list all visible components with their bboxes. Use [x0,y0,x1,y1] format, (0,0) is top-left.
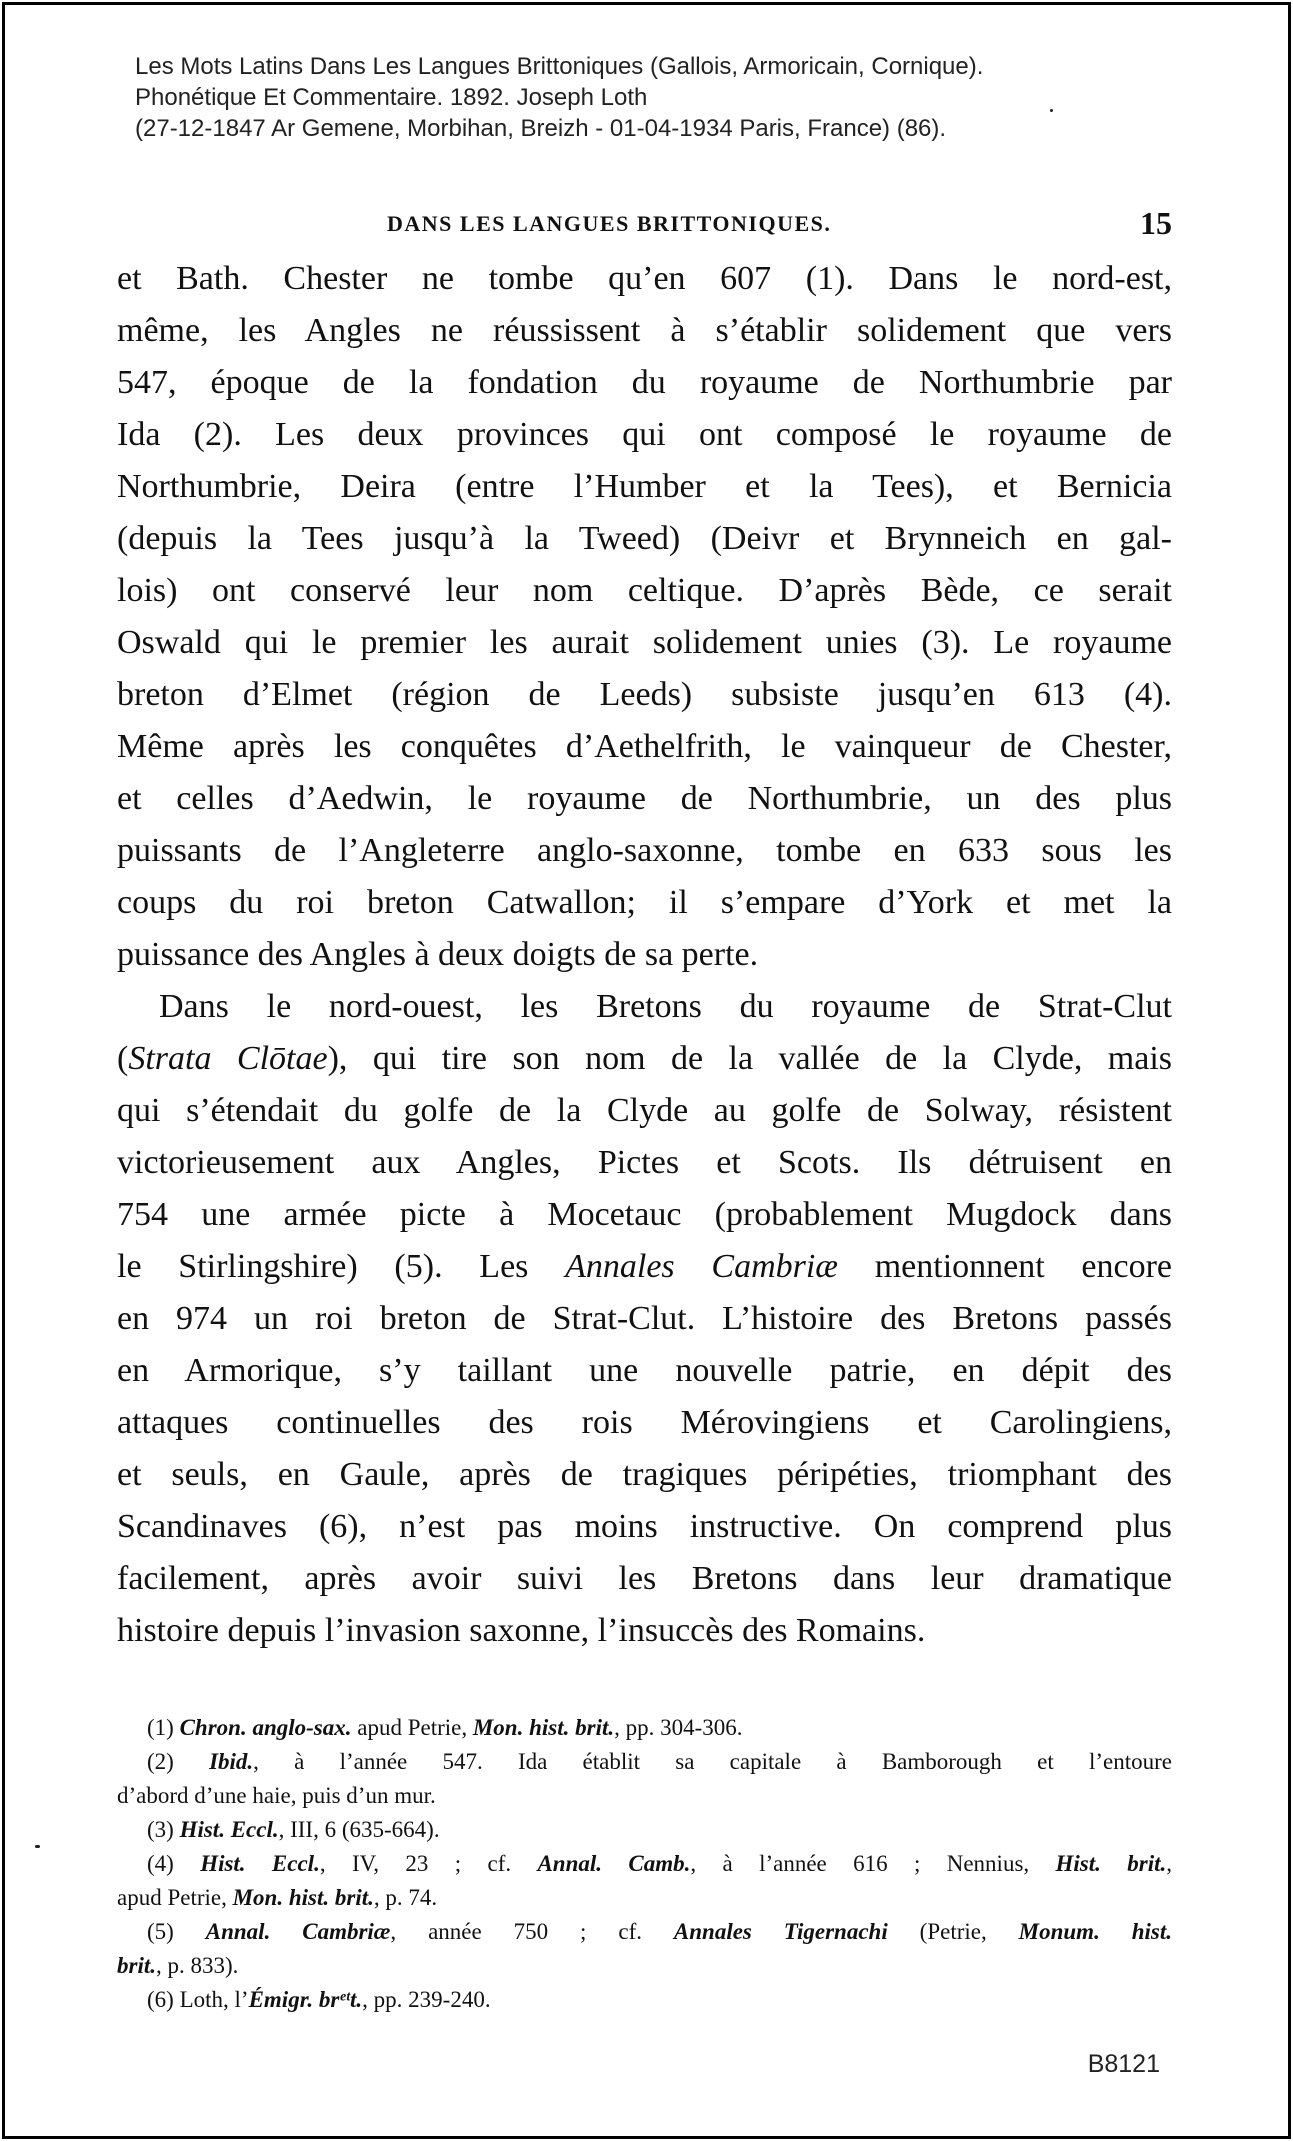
body-line: et celles d’Aedwin, le royaume de Northumbrie, un des plus [117,780,1172,817]
body-line: qui s’étendait du golfe de la Clyde au golfe de Solway, résistent [117,1092,1172,1129]
footnote-2: (2) Ibid., à l’année 547. Ida établit sa capitale à Bamborough et l’entoure [147,1749,1172,1774]
body-line: coups du roi breton Catwallon; il s’empare d’York et met la [117,884,1172,921]
body-line: Scandinaves (6), n’est pas moins instructive. On comprend plus [117,1508,1172,1545]
body-text [117,253,1172,1657]
body-line: et seuls, en Gaule, après de tragiques péripéties, triomphant des [117,1456,1172,1493]
body-line: Dans le nord-ouest, les Bretons du royaume de Strat-Clut [159,988,1172,1025]
body-line: en Armorique, s’y taillant une nouvelle patrie, en dépit des [117,1352,1172,1389]
page-frame [2,2,1291,2139]
body-line: et Bath. Chester ne tombe qu’en 607 (1). Dans le nord-est, [117,260,1172,297]
page-number: 15 [1140,205,1172,241]
footnote-2-continuation: d’abord d’une haie, puis d’un mur. [117,1783,436,1808]
footnote-5: (5) Annal. Cambriæ, année 750 ; cf. Annales Tigernachi (Petrie, Monum. hist. [147,1919,1173,1944]
running-head [117,205,1172,239]
body-line: Ida (2). Les deux provinces qui ont composé le royaume de [117,416,1172,453]
body-line: (Strata Clōtae), qui tire son nom de la vallée de la Clyde, mais [117,1040,1172,1077]
body-line: 754 une armée picte à Mocetauc (probablement Mugdock dans [117,1196,1172,1233]
book-metadata-header [135,51,1215,144]
body-line: Oswald qui le premier les aurait solidement unies (3). Le royaume [117,624,1172,661]
body-line: même, les Angles ne réussissent à s’établir solidement que vers [117,312,1172,349]
scan-identifier: B8121 [1087,2050,1160,2078]
body-line: (depuis la Tees jusqu’à la Tweed) (Deivr et Brynneich en gal- [117,520,1172,557]
footnote-4-continuation: apud Petrie, Mon. hist. brit., p. 74. [117,1885,438,1910]
body-line: breton d’Elmet (région de Leeds) subsiste jusqu’en 613 (4). [117,676,1172,713]
footnote-1: (1) Chron. anglo-sax. apud Petrie, Mon. hist. brit., pp. 304-306. [147,1715,743,1740]
footnote-4: (4) Hist. Eccl., IV, 23 ; cf. Annal. Camb., à l’année 616 ; Nennius, Hist. brit., [147,1851,1172,1876]
body-line: facilement, après avoir suivi les Bretons dans leur dramatique [117,1560,1172,1597]
body-line: attaques continuelles des rois Mérovingiens et Carolingiens, [117,1404,1172,1441]
body-line: lois) ont conservé leur nom celtique. D’après Bède, ce serait [117,572,1172,609]
footnotes [117,1711,1172,2017]
print-speck [1050,109,1053,112]
body-line: puissance des Angles à deux doigts de sa perte. [117,936,759,973]
metadata-line-author: Phonétique Et Commentaire. 1892. Joseph Loth [135,84,648,111]
body-line: puissants de l’Angleterre anglo-saxonne, tombe en 633 sous les [117,832,1172,869]
footnote-5-continuation: brit., p. 833). [117,1953,239,1978]
italic-term: Annales Cambriæ [565,1248,838,1285]
italic-term: Strata Clōtae [128,1040,328,1077]
metadata-line-title: Les Mots Latins Dans Les Langues Brittoniques (Gallois, Armoricain, Cornique). [135,53,984,80]
body-line: histoire depuis l’invasion saxonne, l’insuccès des Romains. [117,1612,926,1649]
body-line: Northumbrie, Deira (entre l’Humber et la Tees), et Bernicia [117,468,1172,505]
metadata-line-dates: (27-12-1847 Ar Gemene, Morbihan, Breizh - 01-04-1934 Paris, France) (86). [135,115,947,142]
body-line: 547, époque de la fondation du royaume de Northumbrie par [117,364,1172,401]
body-line: le Stirlingshire) (5). Les Annales Cambriæ mentionnent encore [117,1248,1173,1285]
footnote-3: (3) Hist. Eccl., III, 6 (635-664). [147,1817,440,1842]
body-line: Même après les conquêtes d’Aethelfrith, le vainqueur de Chester, [117,728,1172,765]
footnote-6: (6) Loth, l’Émigr. brᵉᵗt., pp. 239-240. [147,1987,491,2012]
running-head-title: DANS LES LANGUES BRITTONIQUES. [387,211,832,236]
print-speck [35,1845,40,1848]
body-line: victorieusement aux Angles, Pictes et Scots. Ils détruisent en [117,1144,1172,1181]
body-line: en 974 un roi breton de Strat-Clut. L’histoire des Bretons passés [117,1300,1172,1337]
